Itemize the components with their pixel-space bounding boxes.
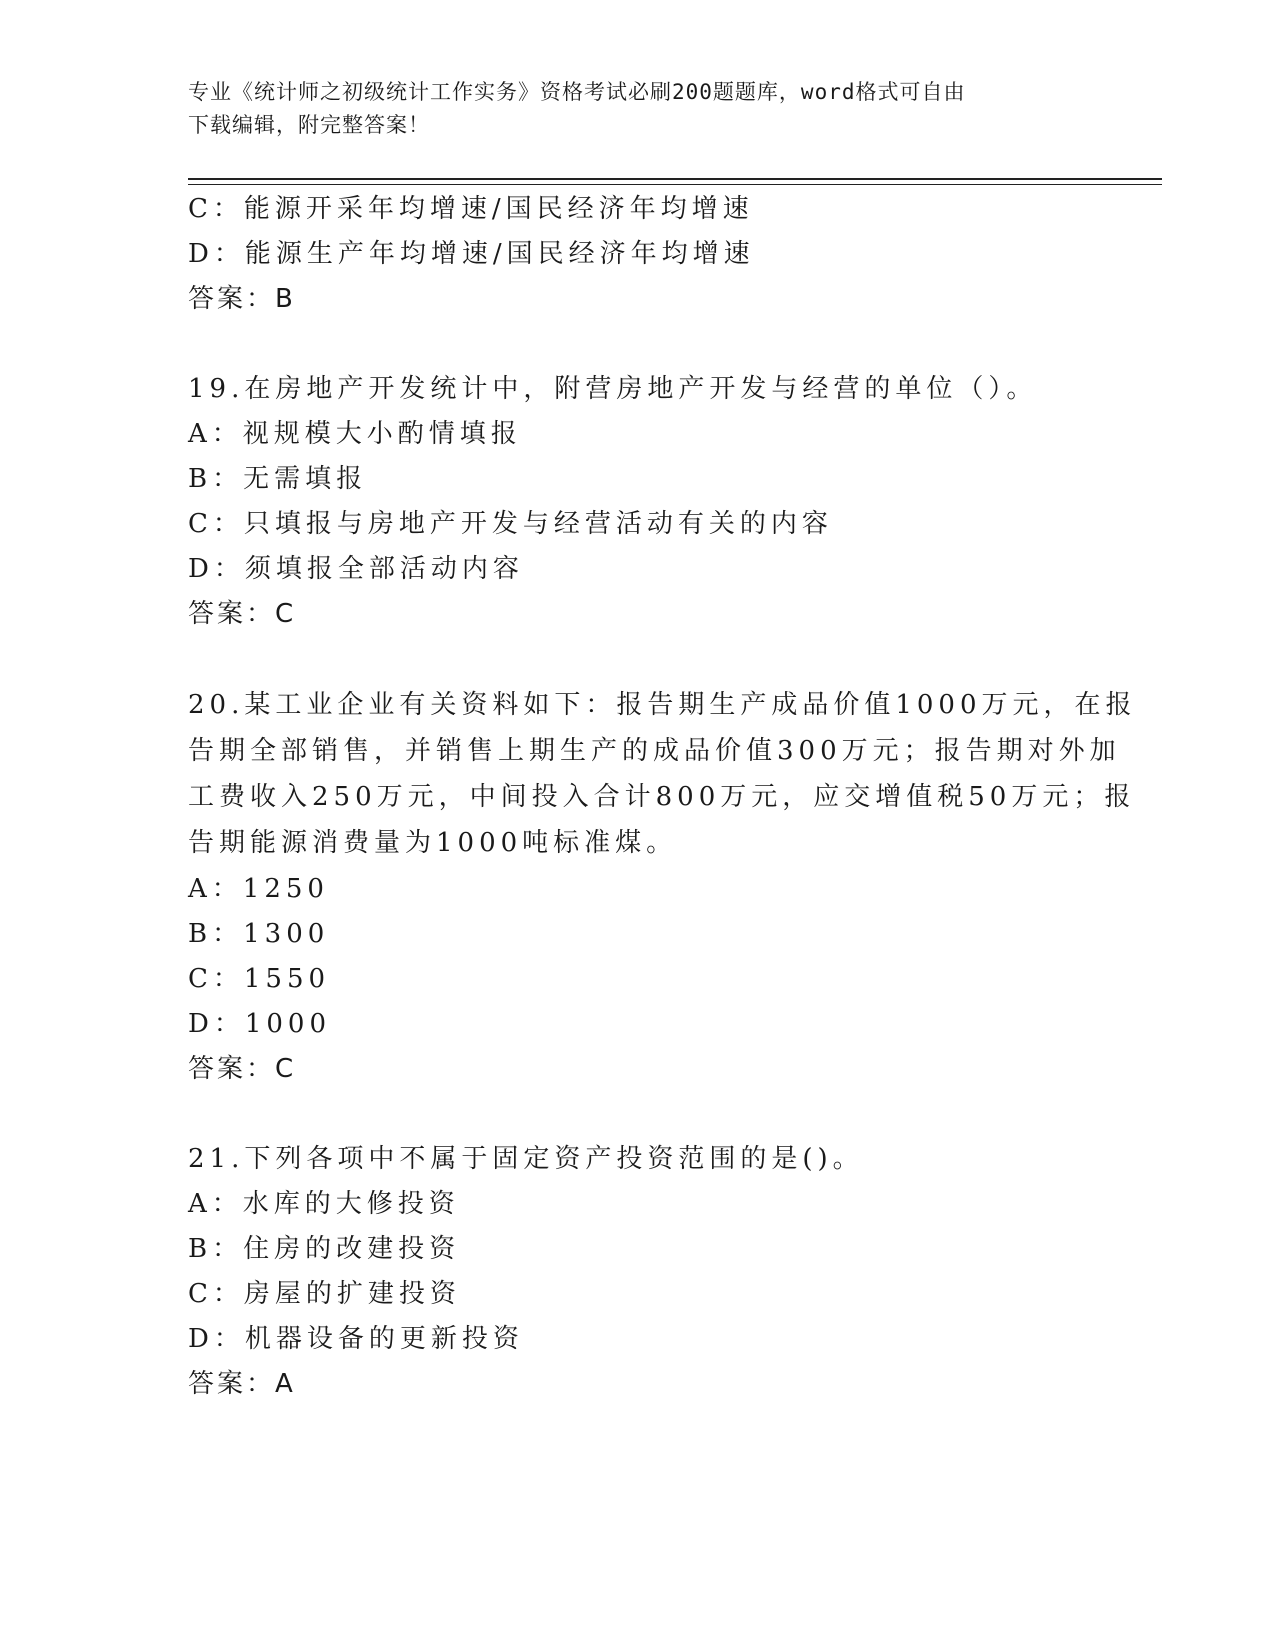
- q20-question-line-3: 工费收入250万元，中间投入合计800万元，应交增值税50万元；报: [188, 782, 1136, 812]
- header-line-2: 下载编辑，附完整答案！: [188, 113, 430, 137]
- q20-question-line-4: 告期能源消费量为1000吨标准煤。: [188, 828, 678, 858]
- q21-option-a: A：水库的大修投资: [188, 1189, 460, 1219]
- q19-question: 19.在房地产开发统计中，附营房地产开发与经营的单位（）。: [188, 374, 1038, 404]
- q21-question: 21.下列各项中不属于固定资产投资范围的是()。: [188, 1144, 864, 1174]
- q19-option-c: C：只填报与房地产开发与经营活动有关的内容: [188, 509, 833, 539]
- header-line-1: 专业《统计师之初级统计工作实务》资格考试必刷200题题库，word格式可自由: [188, 80, 966, 104]
- q19-option-a: A：视规模大小酌情填报: [188, 419, 522, 449]
- q20-option-a: A：1250: [188, 874, 329, 904]
- q18-option-c: C：能源开采年均增速/国民经济年均增速: [188, 194, 754, 224]
- q20-answer: 答案：C: [188, 1054, 297, 1084]
- q21-answer: 答案：A: [188, 1369, 296, 1399]
- q19-option-d: D：须填报全部活动内容: [188, 554, 524, 584]
- q21-option-c: C：房屋的扩建投资: [188, 1279, 461, 1309]
- q20-option-b: B：1300: [188, 919, 330, 949]
- q19-option-b: B：无需填报: [188, 464, 368, 494]
- q19-answer: 答案：C: [188, 599, 297, 629]
- q20-question: [188, 682, 1137, 866]
- document-header: [188, 76, 1068, 142]
- q21-option-d: D：机器设备的更新投资: [188, 1324, 524, 1354]
- q18-option-d: D：能源生产年均增速/国民经济年均增速: [188, 239, 755, 269]
- q18-answer: 答案：B: [188, 284, 296, 314]
- header-divider-thick: [188, 178, 1162, 180]
- q20-option-d: D：1000: [188, 1009, 332, 1039]
- header-divider-thin: [188, 184, 1162, 185]
- q20-question-line-1: 20.某工业企业有关资料如下：报告期生产成品价值1000万元，在报: [188, 690, 1137, 720]
- q20-question-line-2: 告期全部销售，并销售上期生产的成品价值300万元；报告期对外加: [188, 736, 1121, 766]
- q21-option-b: B：住房的改建投资: [188, 1234, 461, 1264]
- q20-option-c: C：1550: [188, 964, 331, 994]
